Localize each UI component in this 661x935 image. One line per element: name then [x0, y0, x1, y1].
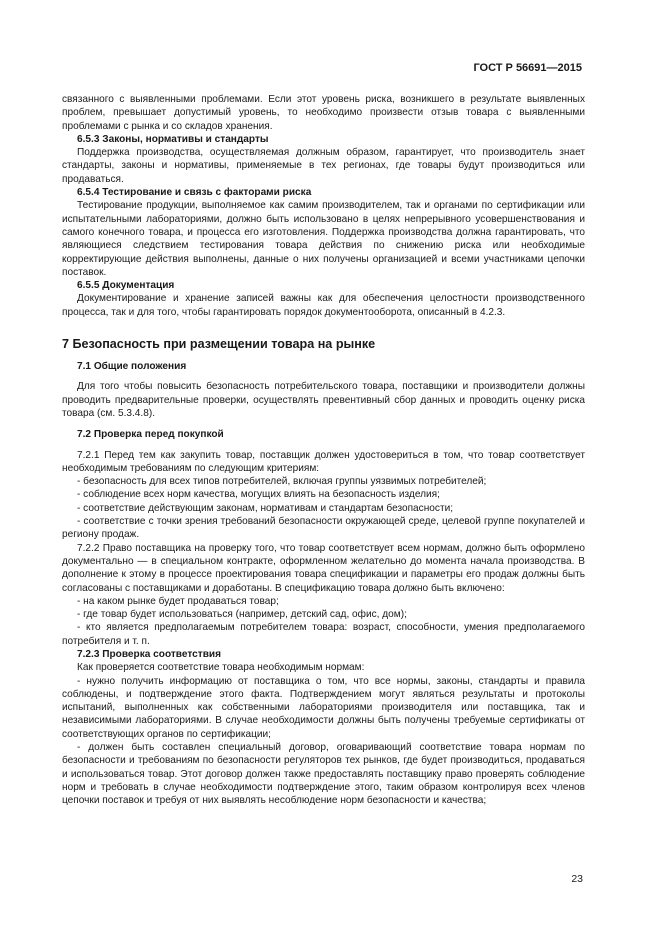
paragraph: Как проверяется соответствие товара необходимым нормам: [77, 662, 365, 674]
clause-heading: 6.5.5 Документация [77, 280, 175, 292]
paragraph: - должен быть составлен специальный договор, оговаривающий соответствие товара нормам по безопасности и требованиям по безопасности регуляторов тех рынков, где будет производиться, продаваться и использоваться товар. Этот договор должен также предоставлять поставщику право проверять соблюдение норм и требовать в случае необходимости подтверждение этого, таким образом контролируя всех членов цепочки поставок и требуя от них выявлять несоблюдение норм безопасности и качества; [62, 742, 585, 807]
paragraph: Для того чтобы повысить безопасность потребительского товара, поставщики и производители должны проводить предварительные проверки, осуществлять превентивный сбор данных и проводить оценку риска товара (см. 5.3.4.8). [62, 381, 585, 419]
clause-heading: 6.5.4 Тестирование и связь с факторами риска [77, 187, 312, 199]
paragraph: связанного с выявленными проблемами. Если этот уровень риска, возникшего в результате выявленных проблем, превышает допустимый уровень, то необходимо произвести отзыв товара с выявленными проблемами с рынка и со складов хранения. [62, 94, 585, 132]
paragraph: - кто является предполагаемым потребителем товара: возраст, способности, умения предполагаемого потребителя и т. п. [62, 622, 585, 647]
subsection-heading: 7.2 Проверка перед покупкой [77, 429, 224, 441]
paragraph: - нужно получить информацию от поставщика о том, что все нормы, законы, стандарты и правила соблюдены, и подтверждение этого факта. Подтверждением могут являться результаты и протоколы испытаний, выполненных как собственными лабораториями производителя или поставщика, так и независимыми лабораториями. В случае необходимости должны быть получены требуемые сертификаты от соответствующих органов по сертификации; [62, 675, 585, 740]
section-heading: 7 Безопасность при размещении товара на рынке [62, 337, 376, 352]
document-standard-id: ГОСТ Р 56691—2015 [473, 62, 582, 74]
paragraph: Документирование и хранение записей важны как для обеспечения целостности производственного процесса, так и для того, чтобы гарантировать порядок документооборота, описанный в 4.2.3. [62, 293, 585, 318]
clause-heading: 7.2.3 Проверка соответствия [77, 648, 222, 660]
paragraph: Тестирование продукции, выполняемое как самим производителем, так и органами по сертификации или испытательными лабораториями, должно быть использовано в целях непрерывного усовершенствования и самого конечного товара, и процесса его изготовления. Поддержка производства должна гарантировать, что являющиеся следствием тестирования товара действия по снижению риска или необходимые корректирующие действия выполнены, данные о них получены организацией и всеми участниками цепочки поставок. [62, 200, 585, 278]
paragraph: 7.2.1 Перед тем как закупить товар, поставщик должен удостовериться в том, что товар соответствует необходимым требованиям по следующим критериям: [62, 449, 585, 474]
paragraph: - соблюдение всех норм качества, могущих влиять на безопасность изделия; [77, 489, 440, 501]
document-body [62, 93, 585, 808]
paragraph: - где товар будет использоваться (например, детский сад, офис, дом); [77, 609, 407, 621]
paragraph: Поддержка производства, осуществляемая должным образом, гарантирует, что производитель знает стандарты, законы и нормативы, применяемые в тех регионах, где товары будут производиться или продаваться. [62, 147, 585, 185]
paragraph: 7.2.2 Право поставщика на проверку того, что товар соответствует всем нормам, должно быть оформлено документально — в специальном контракте, оформленном желательно до момента начала производства. В дополнение к этому в процессе проектирования товара спецификации и параметры его продаж должны быть согласованы с поставщиками и доработаны. В спецификацию товара должно быть включено: [62, 542, 585, 594]
paragraph: - на каком рынке будет продаваться товар; [77, 595, 279, 607]
page-number: 23 [571, 873, 583, 885]
clause-heading: 6.5.3 Законы, нормативы и стандарты [77, 133, 269, 145]
subsection-heading: 7.1 Общие положения [77, 361, 187, 373]
paragraph: - безопасность для всех типов потребителей, включая группы уязвимых потребителей; [77, 476, 487, 488]
paragraph: - соответствие действующим законам, нормативам и стандартам безопасности; [77, 502, 454, 514]
paragraph: - соответствие с точки зрения требований безопасности окружающей среде, целевой группе покупателей и региону продаж. [62, 516, 585, 541]
